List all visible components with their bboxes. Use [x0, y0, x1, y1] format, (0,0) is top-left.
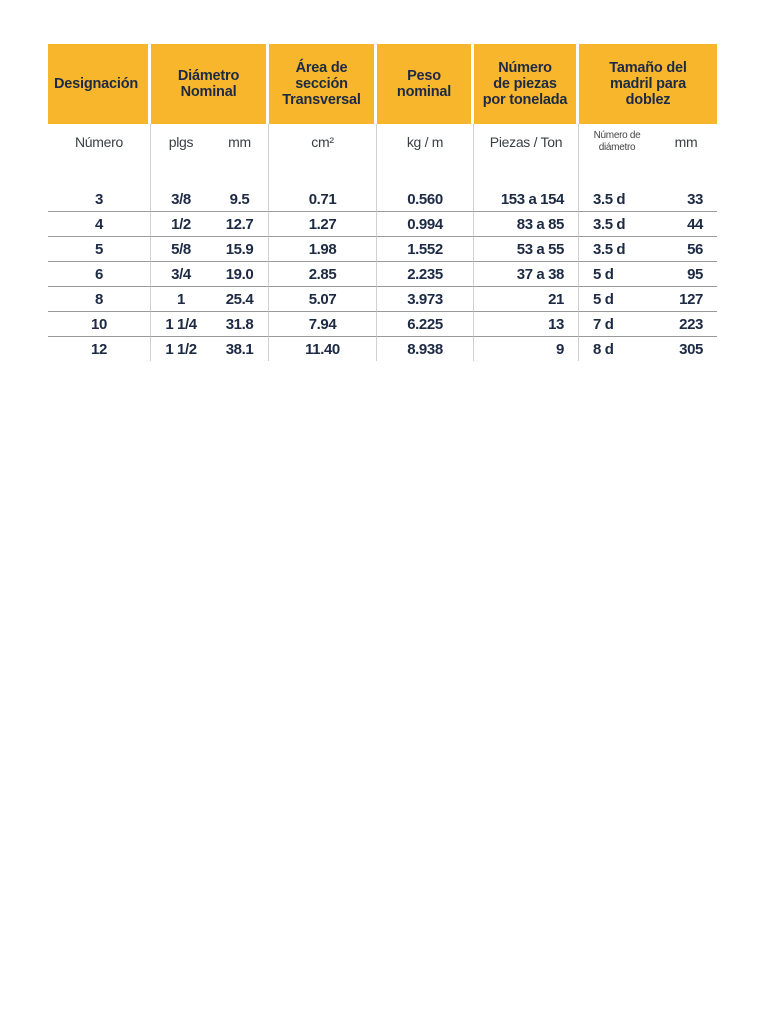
cell-designacion: 12 [48, 337, 151, 361]
cell-peso-kg-m: 1.552 [377, 237, 474, 262]
cell-mm-madril: 127 [655, 287, 717, 312]
cell-plgs: 3/8 [151, 187, 211, 212]
cell-area-cm2: 5.07 [269, 287, 377, 312]
units-row [48, 124, 717, 187]
cell-designacion: 3 [48, 187, 151, 212]
cell-mm-madril: 44 [655, 212, 717, 237]
cell-area-cm2: 0.71 [269, 187, 377, 212]
cell-numero-diametro: 3.5 d [579, 237, 655, 262]
unit-piezas-ton: Piezas / Ton [474, 124, 579, 187]
cell-mm: 12.7 [211, 212, 269, 237]
cell-numero-diametro: 5 d [579, 287, 655, 312]
table-row [48, 262, 717, 287]
cell-piezas-ton: 13 [474, 312, 579, 337]
table-row [48, 337, 717, 361]
cell-peso-kg-m: 0.994 [377, 212, 474, 237]
cell-area-cm2: 11.40 [269, 337, 377, 361]
cell-mm-madril: 33 [655, 187, 717, 212]
unit-cm2: cm² [269, 124, 377, 187]
unit-numero: Número [48, 124, 151, 187]
unit-mm-madril: mm [674, 134, 698, 150]
cell-piezas-ton: 153 a 154 [474, 187, 579, 212]
unit-mm: mm [211, 124, 269, 187]
cell-piezas-ton: 21 [474, 287, 579, 312]
cell-designacion: 4 [48, 212, 151, 237]
table-row [48, 212, 717, 237]
cell-peso-kg-m: 3.973 [377, 287, 474, 312]
cell-peso-kg-m: 8.938 [377, 337, 474, 361]
rebar-spec-table [48, 44, 717, 361]
header-madril-doblez: Tamaño del madril para doblez [579, 44, 717, 124]
unit-plgs: plgs [168, 134, 194, 150]
cell-designacion: 8 [48, 287, 151, 312]
cell-piezas-ton: 9 [474, 337, 579, 361]
header-area-seccion: Área de sección Transversal [269, 44, 377, 124]
cell-plgs: 1 1/4 [151, 312, 211, 337]
cell-plgs: 1 1/2 [165, 340, 197, 358]
cell-peso-kg-m: 6.225 [377, 312, 474, 337]
table-row [48, 312, 717, 337]
cell-peso-kg-m: 0.560 [377, 187, 474, 212]
cell-designacion: 5 [48, 237, 151, 262]
table-row [48, 237, 717, 262]
cell-plgs: 1/2 [151, 212, 211, 237]
cell-plgs: 1 [151, 287, 211, 312]
header-numero-piezas: Número de piezas por tonelada [474, 44, 579, 124]
cell-mm-madril: 95 [655, 262, 717, 287]
header-designacion: Designación [48, 44, 151, 124]
cell-area-cm2: 7.94 [269, 312, 377, 337]
cell-mm: 15.9 [211, 237, 269, 262]
cell-mm: 38.1 [211, 337, 269, 361]
cell-piezas-ton: 37 a 38 [474, 262, 579, 287]
cell-numero-diametro: 7 d [579, 312, 655, 337]
cell-mm: 19.0 [211, 262, 269, 287]
cell-area-cm2: 1.27 [269, 212, 377, 237]
cell-peso-kg-m: 2.235 [377, 262, 474, 287]
cell-numero-diametro: 3.5 d [579, 187, 655, 212]
unit-kg-m: kg / m [377, 124, 474, 187]
header-peso-nominal: Peso nominal [377, 44, 474, 124]
cell-numero-diametro: 3.5 d [579, 212, 655, 237]
cell-piezas-ton: 83 a 85 [474, 212, 579, 237]
cell-numero-diametro: 8 d [593, 340, 614, 358]
table-row [48, 287, 717, 312]
cell-piezas-ton: 53 a 55 [474, 237, 579, 262]
cell-mm: 31.8 [211, 312, 269, 337]
cell-mm-madril: 56 [655, 237, 717, 262]
cell-mm: 25.4 [211, 287, 269, 312]
cell-mm: 9.5 [211, 187, 269, 212]
cell-area-cm2: 2.85 [269, 262, 377, 287]
header-row [48, 44, 717, 124]
cell-mm-madril: 223 [655, 312, 717, 337]
cell-plgs: 5/8 [151, 237, 211, 262]
cell-designacion: 10 [48, 312, 151, 337]
cell-designacion: 6 [48, 262, 151, 287]
cell-area-cm2: 1.98 [269, 237, 377, 262]
cell-numero-diametro: 5 d [579, 262, 655, 287]
data-rows [48, 187, 717, 361]
cell-plgs: 3/4 [151, 262, 211, 287]
table-row [48, 187, 717, 212]
cell-mm-madril: 305 [679, 340, 703, 358]
unit-numero-diametro: Número de diámetro [593, 130, 641, 153]
header-diametro-nominal: Diámetro Nominal [151, 44, 269, 124]
